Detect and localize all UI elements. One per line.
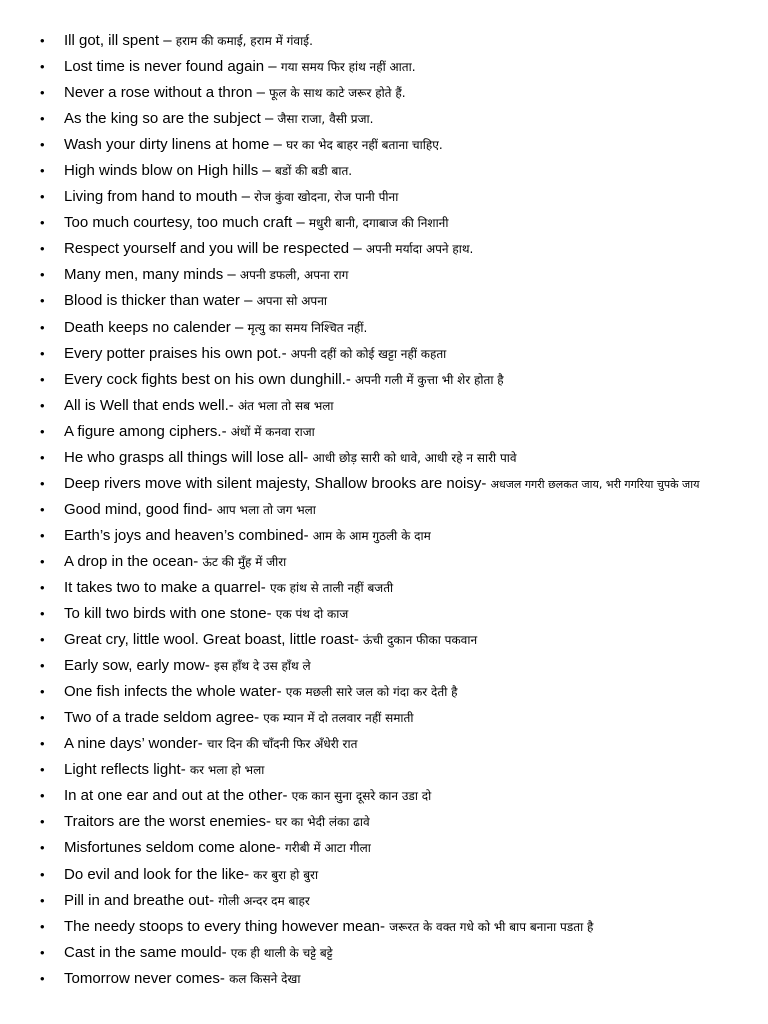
separator: - (276, 683, 286, 701)
english-proverb: Respect yourself and you will be respected (64, 240, 350, 258)
english-proverb: It takes two to make a quarrel (64, 578, 261, 596)
separator: - (180, 761, 190, 779)
bullet-icon: • (40, 710, 45, 726)
separator: - (380, 917, 390, 935)
hindi-meaning: एक मछली सारे जल को गंदा कर देती है (285, 685, 458, 700)
list-item (0, 731, 768, 757)
separator: – (237, 188, 255, 206)
bullet-icon: • (40, 293, 45, 309)
list-item (0, 575, 768, 601)
separator: – (230, 318, 248, 336)
bullet-icon: • (40, 553, 45, 569)
english-proverb: In at one ear and out at the other (64, 787, 283, 805)
english-proverb: Lost time is never found again (64, 58, 265, 76)
list-item (0, 940, 768, 966)
bullet-icon: • (40, 371, 45, 387)
english-proverb: High winds blow on High hills (64, 162, 259, 180)
hindi-meaning: एक ही थाली के चट्टे बट्टे (230, 945, 333, 960)
list-item (0, 653, 768, 679)
separator: - (345, 370, 355, 388)
bullet-icon: • (40, 163, 45, 179)
list-item (0, 315, 768, 341)
hindi-meaning: मधुरी बानी, दगाबाज की निशानी (308, 216, 449, 231)
english-proverb: He who grasps all things will lose all (64, 448, 304, 466)
list-item (0, 236, 768, 262)
english-proverb: Too much courtesy, too much craft (64, 214, 293, 232)
list-item (0, 549, 768, 575)
separator: – (349, 240, 366, 258)
list-item (0, 705, 768, 731)
hindi-meaning: अंत भला तो सब भला (237, 398, 334, 413)
english-proverb: Living from hand to mouth (64, 188, 238, 206)
bullet-icon: • (40, 658, 45, 674)
separator: – (292, 214, 309, 232)
english-proverb: Death keeps no calender (64, 318, 231, 336)
separator: - (275, 839, 285, 857)
bullet-icon: • (40, 527, 45, 543)
list-item (0, 757, 768, 783)
hindi-meaning: एक कान सुना दूसरे कान उडा दो (291, 789, 432, 804)
hindi-meaning: अपनी डफली, अपना राग (239, 268, 349, 283)
separator: - (481, 474, 491, 492)
english-proverb: Traitors are the worst enemies (64, 813, 267, 831)
bullet-icon: • (40, 449, 45, 465)
separator: - (281, 344, 291, 362)
hindi-meaning: फूल के साथ काटे जरूर होते हैं. (269, 86, 406, 101)
list-item (0, 888, 768, 914)
english-proverb: Earth’s joys and heaven’s combined (64, 526, 304, 544)
hindi-meaning: आम के आम गुठली के दाम (312, 528, 431, 543)
list-item (0, 80, 768, 106)
list-item (0, 497, 768, 523)
separator: - (228, 396, 238, 414)
separator: - (209, 891, 219, 909)
list-item (0, 184, 768, 210)
bullet-icon: • (40, 684, 45, 700)
hindi-meaning: ऊंची दुकान फीका पकवान (363, 633, 478, 648)
bullet-icon: • (40, 944, 45, 960)
list-item (0, 862, 768, 888)
hindi-meaning: बडों की बडी बात. (274, 164, 353, 179)
bullet-icon: • (40, 397, 45, 413)
bullet-icon: • (40, 866, 45, 882)
list-item (0, 914, 768, 940)
english-proverb: Tomorrow never comes (64, 969, 220, 987)
document-page (0, 28, 768, 992)
english-proverb: Do evil and look for the like (64, 865, 245, 883)
bullet-icon: • (40, 632, 45, 648)
bullet-icon: • (40, 85, 45, 101)
list-item (0, 393, 768, 419)
hindi-meaning: जरूरत के वक्त गधे को भी बाप बनाना पडता है (389, 919, 594, 934)
english-proverb: Every potter praises his own pot. (64, 344, 282, 362)
list-item (0, 627, 768, 653)
separator: - (193, 552, 203, 570)
list-item (0, 601, 768, 627)
hindi-meaning: आधी छोड़ सारी को धावे, आधी रहे न सारी पावे (312, 450, 517, 465)
list-item (0, 809, 768, 835)
english-proverb: Never a rose without a thron (64, 84, 253, 102)
bullet-icon: • (40, 606, 45, 622)
bullet-icon: • (40, 111, 45, 127)
bullet-icon: • (40, 267, 45, 283)
hindi-meaning: अपनी दहीं को कोई खट्टा नहीं कहता (290, 346, 447, 361)
separator: – (223, 266, 240, 284)
english-proverb: Good mind, good find (64, 500, 208, 518)
hindi-meaning: अपनी गली में कुत्ता भी शेर होता है (355, 372, 504, 387)
english-proverb: Deep rivers move with silent majesty, Shallow brooks are noisy (64, 474, 482, 492)
separator: - (204, 657, 215, 675)
separator: – (239, 292, 257, 310)
english-proverb: The needy stoops to every thing however mean (64, 917, 381, 935)
english-proverb: All is Well that ends well. (64, 396, 229, 414)
list-item (0, 132, 768, 158)
list-item (0, 210, 768, 236)
bullet-icon: • (40, 579, 45, 595)
hindi-meaning: अपना सो अपना (256, 294, 327, 309)
english-proverb: Every cock fights best on his own dunghill. (64, 370, 346, 388)
hindi-meaning: एक हांथ से ताली नहीं बजती (269, 580, 394, 595)
separator: - (207, 500, 217, 518)
list-item (0, 523, 768, 549)
list-item (0, 471, 768, 497)
bullet-icon: • (40, 241, 45, 257)
list-item (0, 54, 768, 80)
hindi-meaning: चार दिन की चाँदनी फिर अँधेरी रात (206, 737, 358, 752)
hindi-meaning: अपनी मर्यादा अपने हाथ. (365, 242, 474, 257)
bullet-icon: • (40, 345, 45, 361)
english-proverb: Pill in and breathe out (64, 891, 210, 909)
english-proverb: Great cry, little wool. Great boast, little roast (64, 631, 354, 649)
bullet-icon: • (40, 137, 45, 153)
bullet-icon: • (40, 788, 45, 804)
english-proverb: Many men, many minds (64, 266, 224, 284)
bullet-icon: • (40, 475, 45, 491)
list-item (0, 966, 768, 992)
bullet-icon: • (40, 423, 45, 439)
proverb-list (0, 28, 768, 992)
list-item (0, 158, 768, 184)
separator: – (264, 58, 281, 76)
bullet-icon: • (40, 892, 45, 908)
hindi-meaning: मृत्यु का समय निश्चित नहीं. (247, 320, 368, 335)
bullet-icon: • (40, 501, 45, 517)
english-proverb: Light reflects light (64, 761, 181, 779)
list-item (0, 445, 768, 471)
list-item (0, 783, 768, 809)
hindi-meaning: कर भला हो भला (189, 763, 265, 778)
list-item (0, 288, 768, 314)
list-item (0, 367, 768, 393)
separator: – (159, 32, 176, 49)
bullet-icon: • (40, 736, 45, 752)
list-item (0, 28, 768, 54)
list-item (0, 262, 768, 288)
hindi-meaning: अंधों में कनवा राजा (230, 424, 315, 439)
bullet-icon: • (40, 840, 45, 856)
separator: - (303, 526, 313, 544)
bullet-icon: • (40, 970, 45, 986)
english-proverb: A nine days’ wonder (64, 735, 198, 753)
hindi-meaning: घर का भेदी लंका ढावे (275, 815, 370, 830)
hindi-meaning: कर बुरा हो बुरा (253, 867, 319, 882)
bullet-icon: • (40, 918, 45, 934)
hindi-meaning: एक पंथ दो काज (275, 607, 349, 622)
hindi-meaning: इस हाँथ दे उस हाँथ ले (214, 659, 311, 674)
list-item (0, 419, 768, 445)
separator: - (266, 813, 276, 831)
english-proverb: Blood is thicker than water (64, 292, 240, 310)
separator: – (258, 162, 275, 180)
hindi-meaning: एक म्यान में दो तलवार नहीं समाती (263, 711, 414, 726)
bullet-icon: • (40, 762, 45, 778)
english-proverb: A figure among ciphers. (64, 422, 222, 440)
separator: - (353, 631, 363, 649)
hindi-meaning: गोली अन्दर दम बाहर (218, 893, 310, 908)
hindi-meaning: हराम की कमाई, हराम में गंवाई. (175, 34, 313, 48)
separator: - (260, 578, 270, 596)
english-proverb: Ill got, ill spent (64, 32, 160, 49)
bullet-icon: • (40, 33, 45, 48)
english-proverb: Misfortunes seldom come alone (64, 839, 276, 857)
separator: - (266, 605, 276, 623)
hindi-meaning: गया समय फिर हांथ नहीं आता. (280, 60, 416, 75)
hindi-meaning: कल किसने देखा (229, 971, 301, 986)
bullet-icon: • (40, 814, 45, 830)
list-item (0, 341, 768, 367)
separator: - (197, 735, 207, 753)
list-item (0, 106, 768, 132)
separator: - (254, 709, 264, 727)
english-proverb: A drop in the ocean (64, 552, 194, 570)
hindi-meaning: घर का भेद बाहर नहीं बताना चाहिए. (286, 138, 443, 153)
separator: – (252, 84, 270, 102)
separator: - (282, 787, 292, 805)
hindi-meaning: गरीबी में आटा गीला (284, 841, 371, 856)
list-item (0, 679, 768, 705)
hindi-meaning: आप भला तो जग भला (216, 502, 316, 517)
list-item (0, 835, 768, 861)
english-proverb: Two of a trade seldom agree (64, 709, 255, 727)
english-proverb: Cast in the same mould (64, 943, 222, 961)
bullet-icon: • (40, 215, 45, 231)
separator: – (260, 110, 278, 128)
english-proverb: Wash your dirty linens at home (64, 136, 270, 154)
english-proverb: To kill two birds with one stone (64, 605, 267, 623)
hindi-meaning: अधजल गगरी छलकत जाय, भरी गगरिया चुपके जाय (490, 477, 700, 491)
separator: - (219, 969, 230, 987)
bullet-icon: • (40, 59, 45, 75)
english-proverb: Early sow, early mow (64, 657, 205, 675)
hindi-meaning: रोज कुंवा खोदना, रोज पानी पीना (254, 190, 399, 205)
bullet-icon: • (40, 319, 45, 335)
separator: - (244, 865, 254, 883)
separator: - (221, 943, 231, 961)
hindi-meaning: ऊंट की मुँह में जीरा (202, 554, 287, 569)
separator: - (303, 448, 313, 466)
english-proverb: One fish infects the whole water (64, 683, 277, 701)
bullet-icon: • (40, 189, 45, 205)
separator: - (221, 422, 231, 440)
hindi-meaning: जैसा राजा, वैसी प्रजा. (277, 112, 374, 127)
english-proverb: As the king so are the subject (64, 110, 261, 128)
separator: – (269, 136, 287, 154)
